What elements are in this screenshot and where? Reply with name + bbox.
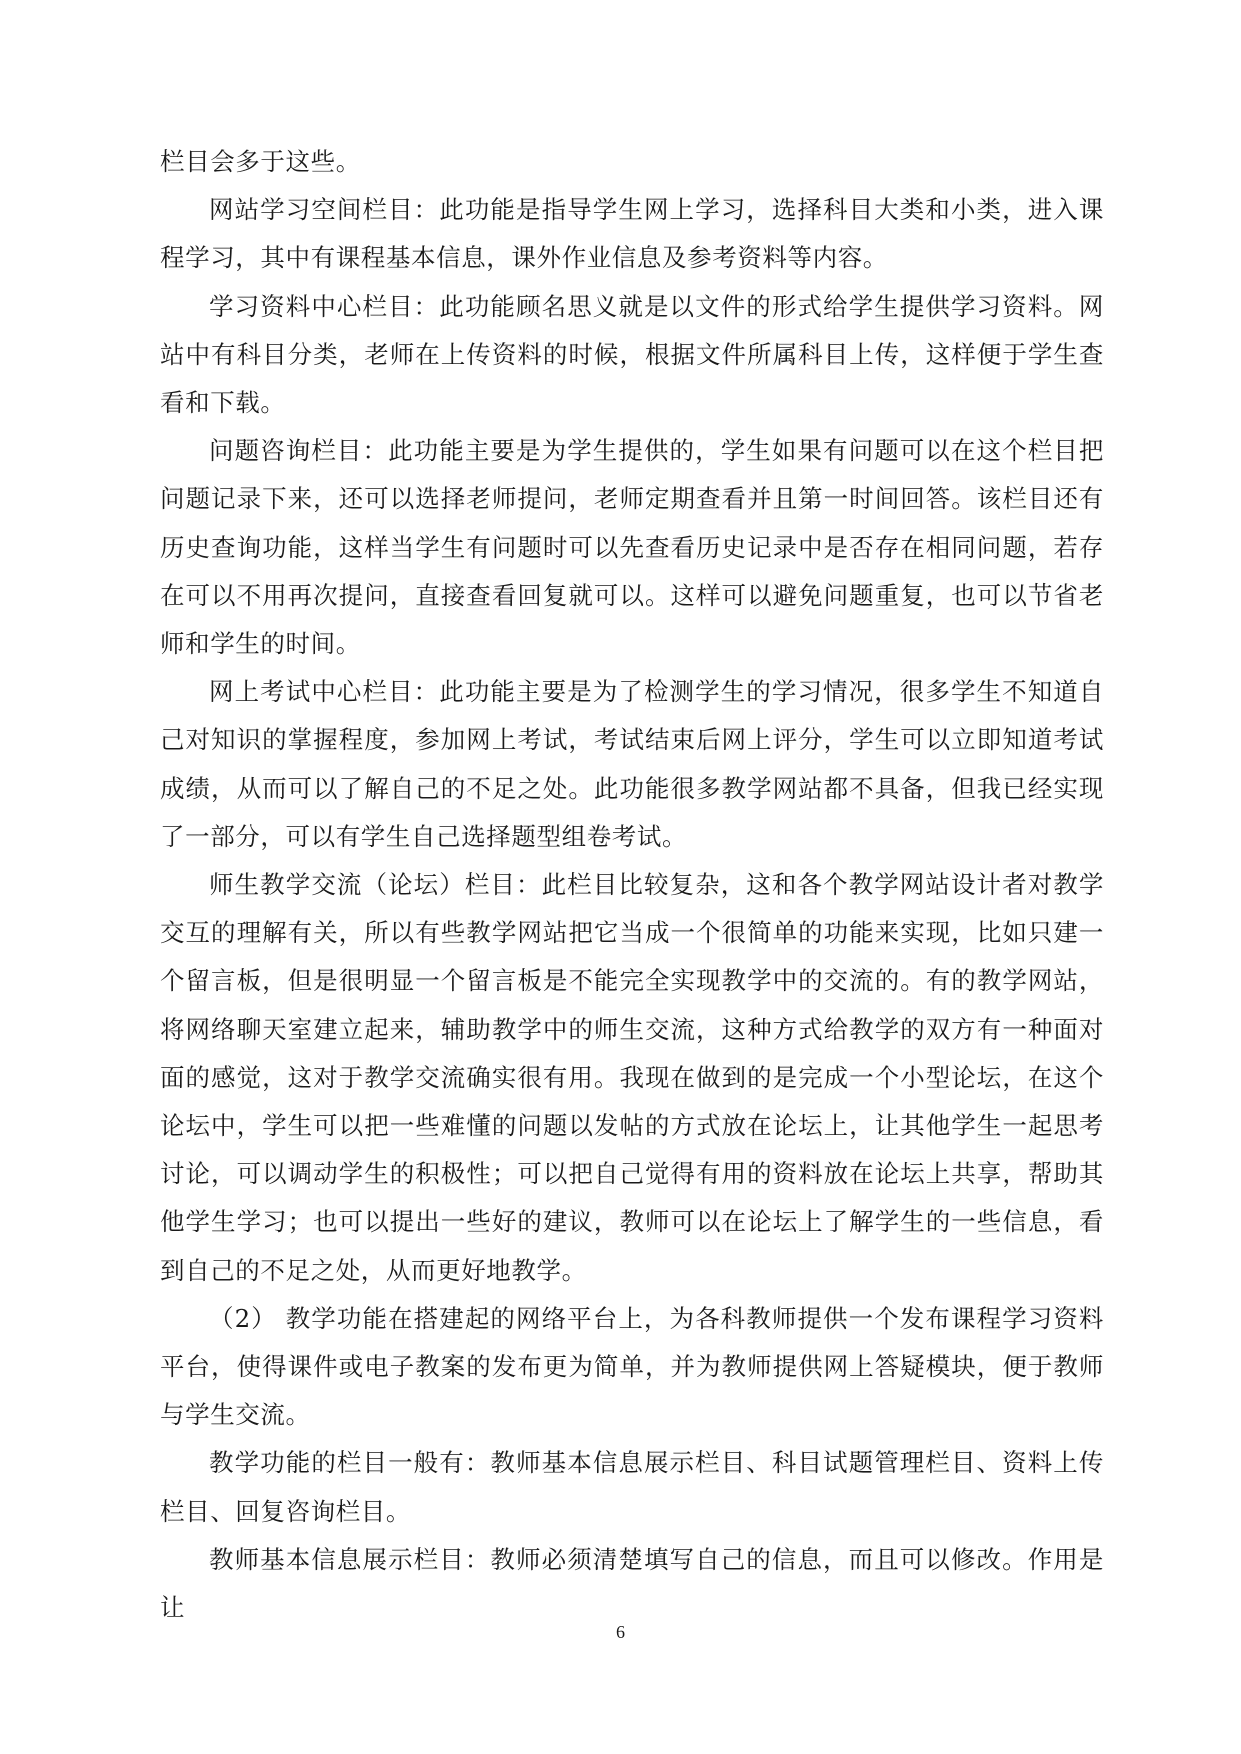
- paragraph-teaching-function: （2） 教学功能在搭建起的网络平台上，为各科教师提供一个发布课程学习资料平台，使得课件或电子教案的发布更为简单，并为教师提供网上答疑模块，便于教师与学生交流。: [160, 1303, 1104, 1430]
- paragraph-question-consult: 问题咨询栏目：此功能主要是为学生提供的，学生如果有问题可以在这个栏目把问题记录下来，还可以选择老师提问，老师定期查看并且第一时间回答。该栏目还有历史查询功能，这样当学生有问题时可以先查看历史记录中是否存在相同问题，若存在可以不用再次提问，直接查看回复就可以。这样可以避免问题重复，也可以节省老师和学生的时间。: [160, 436, 1104, 659]
- paragraph-continuation: 栏目会多于这些。: [160, 147, 361, 176]
- page-number: 6: [616, 1622, 625, 1642]
- paragraph-resource-center: 学习资料中心栏目：此功能顾名思义就是以文件的形式给学生提供学习资料。网站中有科目分类，老师在上传资料的时候，根据文件所属科目上传，这样便于学生查看和下载。: [160, 291, 1104, 418]
- document-body: [160, 138, 1104, 1632]
- paragraph-online-exam: 网上考试中心栏目：此功能主要是为了检测学生的学习情况，很多学生不知道自己对知识的掌握程度，参加网上考试，考试结束后网上评分，学生可以立即知道考试成绩，从而可以了解自己的不足之处。此功能很多教学网站都不具备，但我已经实现了一部分，可以有学生自己选择题型组卷考试。: [160, 677, 1104, 851]
- paragraph-teacher-info: 教师基本信息展示栏目：教师必须清楚填写自己的信息，而且可以修改。作用是让: [160, 1544, 1104, 1623]
- paragraph-forum: 师生教学交流（论坛）栏目：此栏目比较复杂，这和各个教学网站设计者对教学交互的理解有关，所以有些教学网站把它当成一个很简单的功能来实现，比如只建一个留言板，但是很明显一个留言板是不能完全实现教学中的交流的。有的教学网站，将网络聊天室建立起来，辅助教学中的师生交流，这种方式给教学的双方有一种面对面的感觉，这对于教学交流确实很有用。我现在做到的是完成一个小型论坛，在这个论坛中，学生可以把一些难懂的问题以发帖的方式放在论坛上，让其他学生一起思考讨论，可以调动学生的积极性；可以把自己觉得有用的资料放在论坛上共享，帮助其他学生学习；也可以提出一些好的建议，教师可以在论坛上了解学生的一些信息，看到自己的不足之处，从而更好地教学。: [160, 870, 1104, 1285]
- paragraph-teaching-columns: 教学功能的栏目一般有：教师基本信息展示栏目、科目试题管理栏目、资料上传栏目、回复咨询栏目。: [160, 1448, 1104, 1526]
- paragraph-study-space: 网站学习空间栏目：此功能是指导学生网上学习，选择科目大类和小类，进入课程学习，其中有课程基本信息，课外作业信息及参考资料等内容。: [160, 195, 1104, 273]
